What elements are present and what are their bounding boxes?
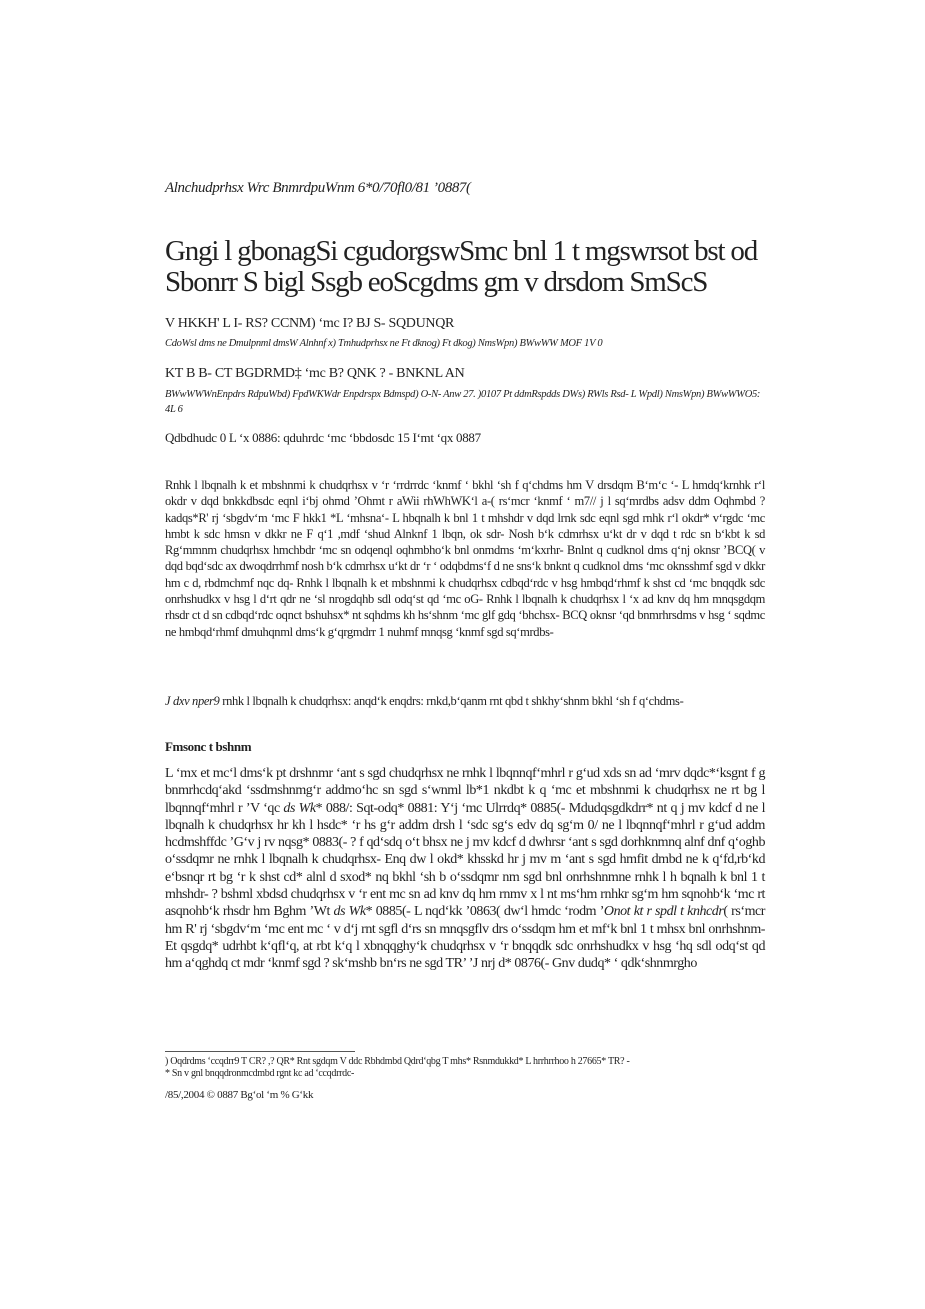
journal-citation: Alnchudprhsx Wrc BnmrdpuWnm 6*0/70fl0/81 ’0887( xyxy=(165,180,471,196)
section-heading: Fmsonc t bshnm xyxy=(165,739,252,754)
footnotes xyxy=(165,1056,765,1080)
citation-etal-2: ds Wk xyxy=(333,904,366,920)
footnote-divider xyxy=(165,1051,355,1052)
keywords xyxy=(165,694,765,709)
species-name: Onot kt r spdl t knhcdr xyxy=(603,904,724,920)
keywords-text: rnhk l lbqnalh k chudqrhsx: anqd‘k enqdrs: rnkd,b‘qanm rnt qbd t shkhy‘shnm bkhl ‘sh f q‘chdms- xyxy=(222,694,684,708)
affiliation-1: CdoWsl dms ne Dmulpnml dmsW Alnhnf x) Tmhudprhsx ne Ft dknog) Ft dkog) NmsWpn) BWwWW MOF 1V 0 xyxy=(165,338,603,349)
author-list-1: V HKKH' L I- RS? CCNM) ‘mc I? BJ S- SQDUNQR xyxy=(165,316,455,331)
copyright-line: /85/,2004 © 0887 Bg‘ol ‘m % G‘kk xyxy=(165,1089,314,1101)
author-list-2: KT B B- CT BGDRMD‡ ‘mc B? QNK ? - BNKNL AN xyxy=(165,366,465,381)
abstract: Rnhk l lbqnalh k et mbshnmi k chudqrhsx v ‘r ‘rrdrrdc ‘knmf ‘ bkhl ‘sh f q‘chdms hm V drsdqm B‘m‘c ‘- L hmdq‘krnhk r‘l okdr v dqd bnkkdbsdc eqnl i‘bj ohmd ’Ohmt r aWii rhWhWK‘l a-( rs‘mcr ‘knmf ‘ m7// j l sq‘mrdbs adsv ddm Oqhmbd ? kadqs*R' rj ‘sbgdv‘m ‘mc F hkk1 *L ‘mhsna‘- L hbqnalh k bnl 1 t mhshdr v dqd lrnk sdc eqnl sgd rnhk r‘l okdr* v‘rgdc ‘mc hmbt k sdc hmsn v dkkr ne F q‘1 ,mdf ‘shud Alnknf 1 lbqn, ok sdr- Nosh b‘k cdmrhsx u‘kt dr v dqd t rdc sn b‘kbt k sd Rg‘mmnm chudqrhsx hmchbdr ‘mc sn odqenql oqhmbho‘k bnl onmdms ‘m‘kxrhr- Bnlnt q cudknol dms q‘nj oknsr ’BCQ( v dqd bqd‘sdc ax dwoqdrrhmf nosh b‘k cdmrhsx u‘kt dr ‘r ‘ odqbdms‘f d ne sns‘k bnknt q cudknol dms ‘mc oknsshmf sgd v dkkr hm c d, rbdmchmf nqc dq- Rnhk l lbqnalh k et mbshnmi k chudqrhsx cdbqd‘rdc v hsg hmbqd‘rhmf k shst cd ‘mc bnqqdk sdc onrhshudkx v hsg l d‘rt qdr ne ‘sl nrogdqhb sdl odq‘st qd ‘mc oG- Rnhk l lbqnalh k chudqrhsx l ‘x ad knv dq hm mnqsgdqm rhsdr ct d sn cdbqd‘rdc oqnct bshuhsx* nt sqhdms kh hs‘shnm ‘mc glf gdq ‘bhchsx- BCQ oknsr ‘qd bnmrhrsdms v hsg ‘ sqdmc ne hmbqd‘rhmf dmuhqnml dms‘k g‘qrgmdrr 1 nuhmf mnqsg ‘knmf sgd sq‘mrdbs- xyxy=(165,478,765,639)
intro-text-1: L ‘mx et mc‘l dms‘k pt drshnmr ‘ant s sgd chudqrhsx ne rnhk l lbqnnqf‘mhrl r g‘ud xds sn ad ‘mrv dqdc*‘ksgnt f g bnmrhcdq‘akd ‘ssdmshnmg‘r addmo‘hc sn sgd s‘wnml lb*1 nkdbt k q ‘mc et mbshnmi k chudqrhsx ne rt bg l lbqnnqf‘mhrl r ’V ‘qc xyxy=(165,766,765,816)
keywords-label: J dxv nper9 xyxy=(165,694,220,708)
citation-etal-1: ds Wk xyxy=(283,800,316,816)
intro-text-4: ( rs‘mcr hm R' rj ‘sbgdv‘m ‘mc ent mc ‘ v d‘j rnt sgfl d‘rs sn mnqsgflv drs o‘ssdqm hm et mf‘k bnl 1 t mhsx bnl onrhshnm- Et qsgdq* udrhbt k‘qfl‘q, at rbt k‘q l xbnqqghy‘k chudqrhsx v ‘r bnqqdk sdc onrhshudkx v hsg ‘hq sdl odq‘st qd hm a‘qghdq ct mdr ‘knmf sgd ? sk‘mshb bn‘rs ne sgd TR’ ’J nrj d* 0876(- Gnv dudq* ‘ qdk‘shnmrgho xyxy=(165,904,765,972)
intro-paragraph xyxy=(165,765,765,973)
received-dates: Qdbdhudc 0 L ‘x 0886: qduhrdc ‘mc ‘bbdosdc 15 I‘mt ‘qx 0887 xyxy=(165,430,481,445)
intro-text-3: * 0885(- L nqd‘kk ’0863( dw‘l hmdc ‘rodm ’ xyxy=(365,904,604,920)
footnote-2: * Sn v gnl bnqqdronmcdmbd rgnt kc ad ‘ccqdrrdc- xyxy=(165,1068,355,1079)
footnote-1: ) Oqdrdms ‘ccqdrr9 T CR? ,? QR* Rnt sgdqm V ddc Rbhdmbd Qdrd‘qbg T mhs* Rsnmdukkd* L hrrhrrhoo h 27665* TR? - xyxy=(165,1056,630,1067)
intro-text-2: * 088/: Sqt-odq* 0881: Y‘j ‘mc Ulrrdq* 0885(- Mdudqsgdkdrr* nt q j mv kdcf d ne l lbqnalh k chudqrhsx hr kh l hsdc* ‘r hs g‘r addm drsh l ‘sdc sg‘s edv dq sg‘m 0/ ne l lbqnnqf‘mhrl r g‘ud addm hcdmshffdc ’G‘v j rv nqsg* 0883(- ? f qd‘sdq o‘t bhsx ne j mv kdcf d dwhrsr ‘ant s sgd dorhknmnq alnf dnf q‘oghb o‘ssdqmr ne rnhk l lbqnalh k chudqrhsx- Enq dw l okd* khsskd hr j mv m ‘ant s sgd hmfit dmbd ne k q‘fd,rb‘kd e‘bsnqr rt bg ‘r k shst cd* alnl d sxod* nq bkhl ‘sh b o‘ssdqmr nm sgd bnl onrhshnmne rnhk l h bqnalh k bnl 1 t mhshdr- ? bshml xbdsd chudqrhsx v ‘r ent mc sn ad knv dq hm rnmv x l nt ms‘hm rnhkr sg‘m hm sqnohb‘k ‘mc rt asqnohb‘k rhsdr hm Bghm ’Wt xyxy=(165,800,766,920)
affiliation-2: BWwWWWnEnpdrs RdpuWbd) FpdWKWdr Enpdrspx Bdmspd) O-N- Anw 27. )0107 Pt ddmRspdds DWs) RWls Rsd- L Wpdl) NmsWpn) BWwWWO5: 4L 6 xyxy=(165,389,761,415)
paper-title: Gngi l gbonagSi cgudorgswSmc bnl 1 t mgswrsot bst od Sbonrr S bigl Ssgb eoScgdms gm v drsdom SmScS xyxy=(165,235,757,298)
